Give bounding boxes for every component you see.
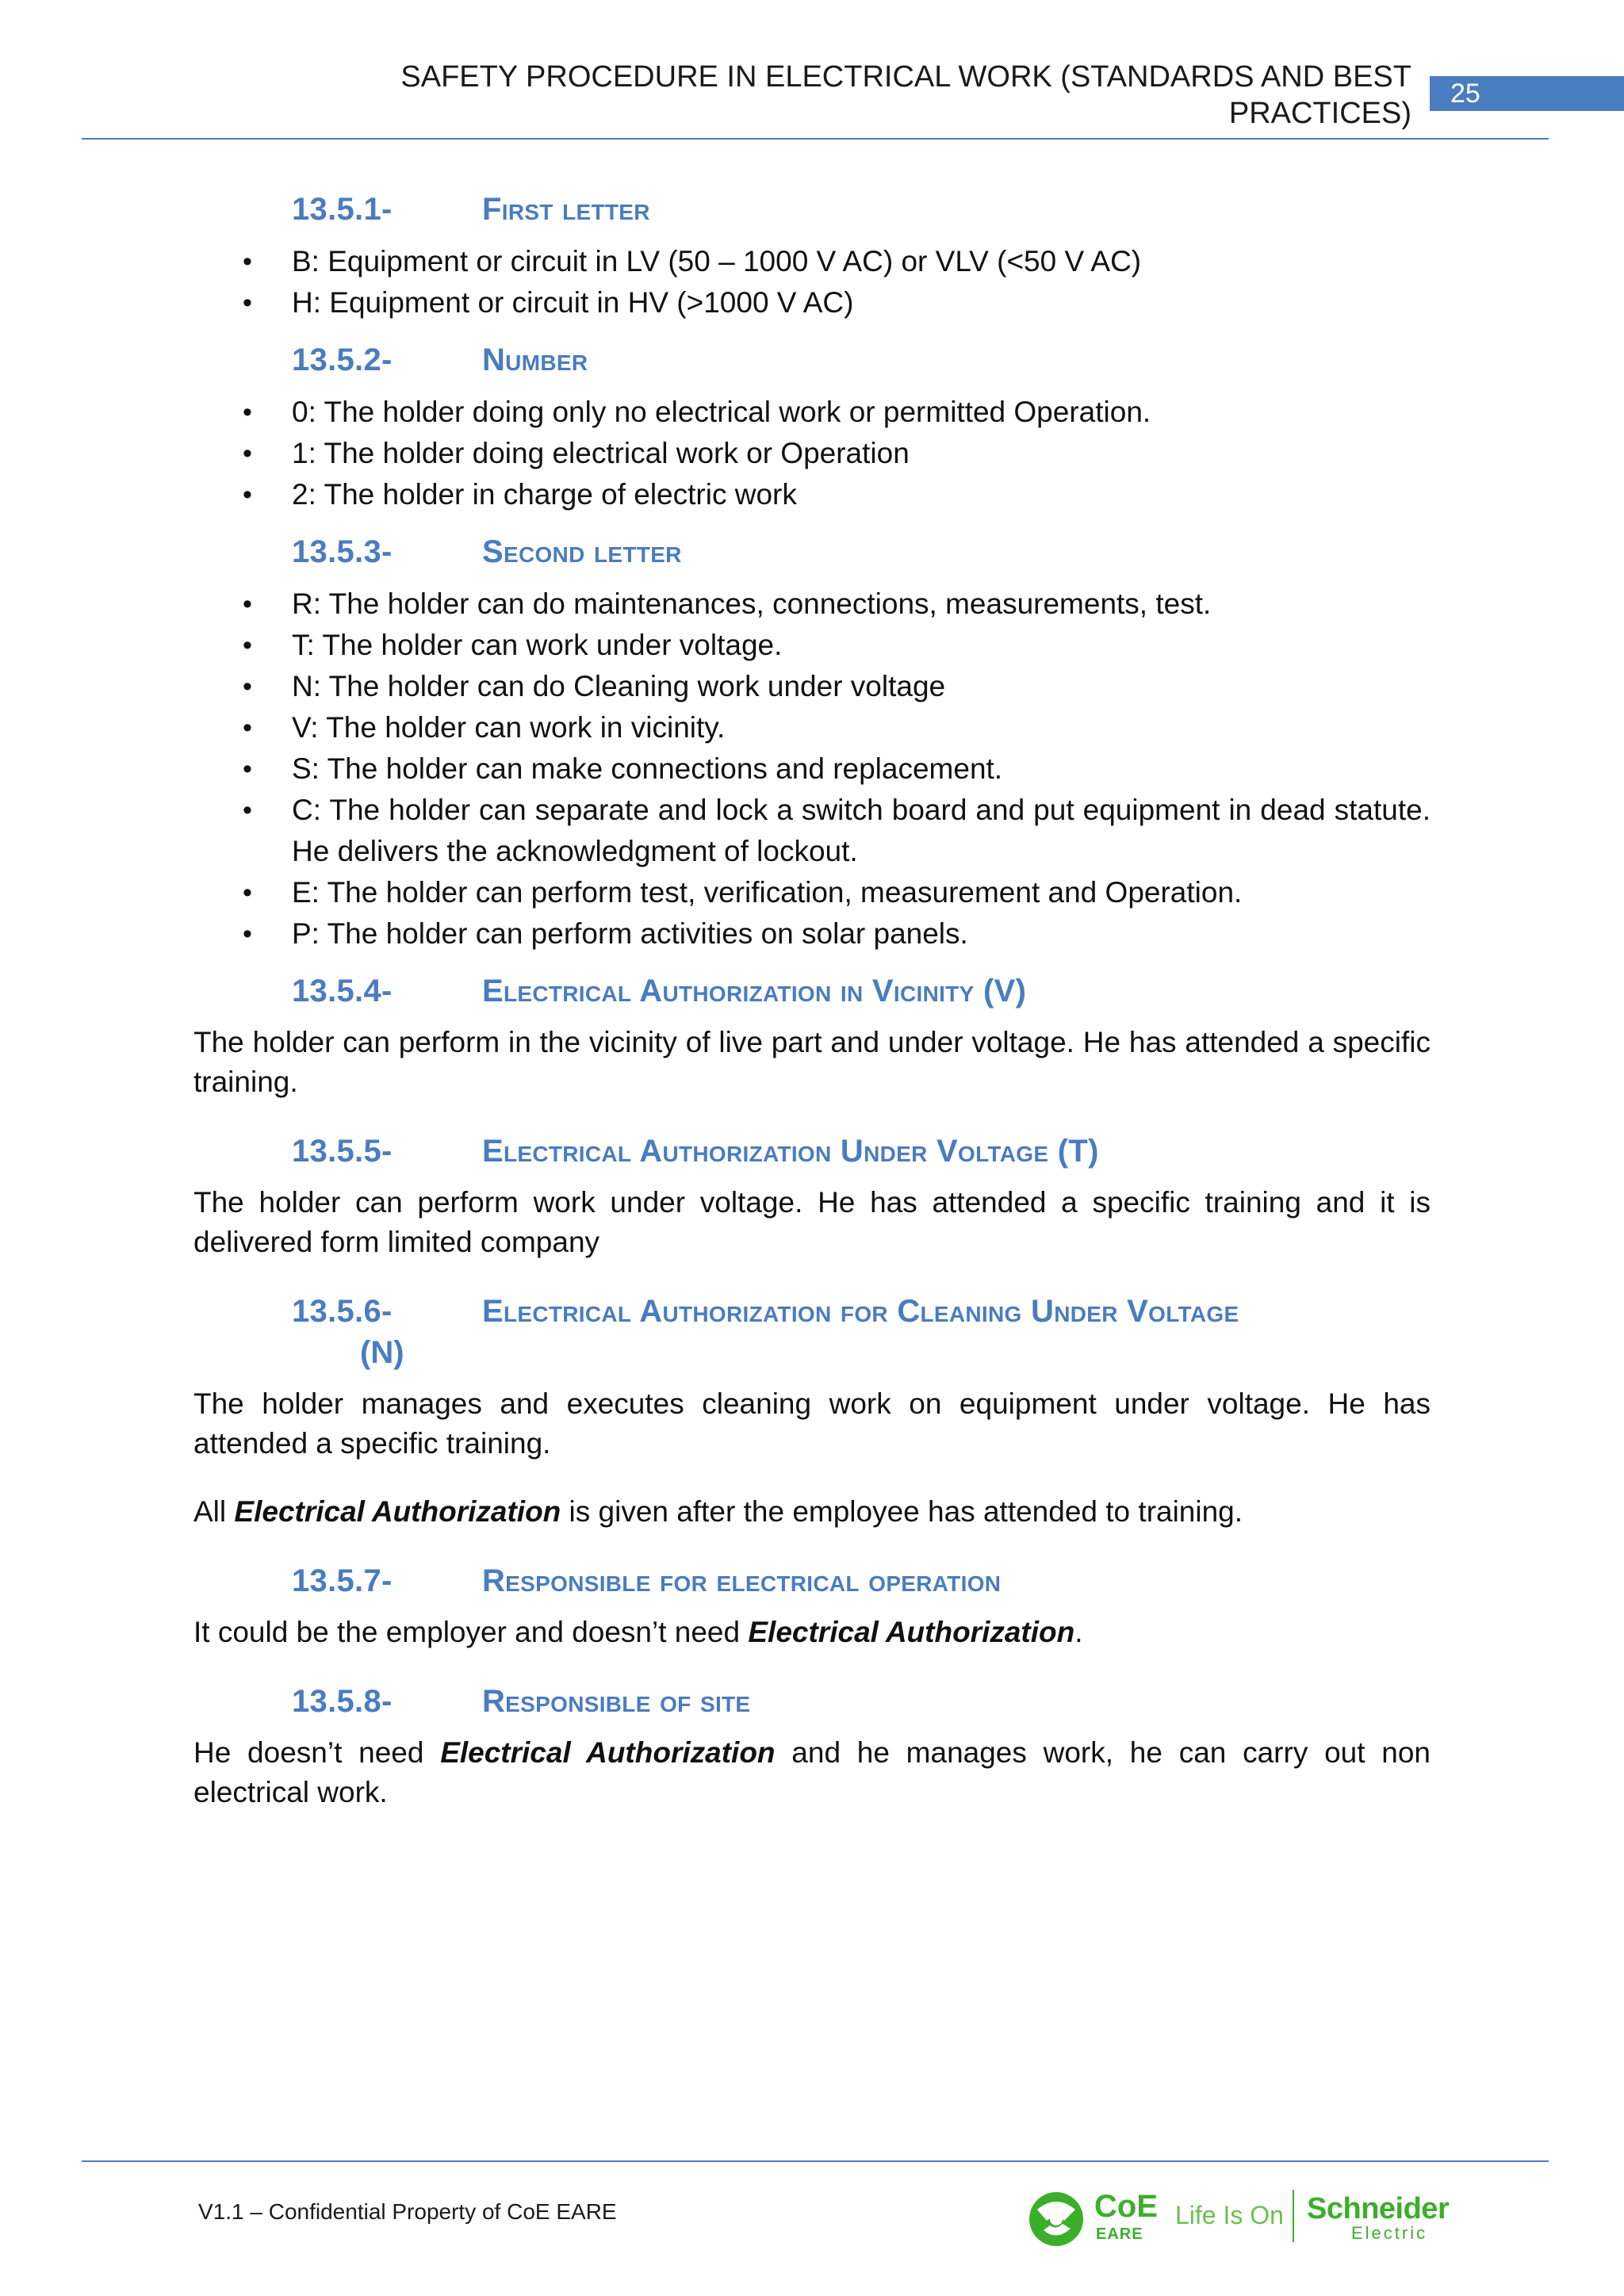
list-item: • R: The holder can do maintenances, connections, measurements, test. (193, 584, 1431, 625)
section-title: Responsible for electrical operation (482, 1563, 1002, 1598)
section-number: 13.5.1- (292, 192, 393, 227)
section-title: Number (482, 342, 588, 377)
section-number: 13.5.8- (292, 1684, 393, 1719)
list-item: • C: The holder can separate and lock a switch board and put equipment in dead statute. He delivers the acknowledgment of lockout. (193, 790, 1431, 872)
section-number: 13.5.2- (292, 342, 393, 377)
section-number: 13.5.3- (292, 534, 393, 569)
section-title: Second letter (482, 534, 682, 569)
section-title: Electrical Authorization for Cleaning Under Voltage (482, 1294, 1239, 1329)
section-heading-13-5-5 (193, 1131, 1431, 1172)
list-item: • 2: The holder in charge of electric work (193, 474, 1431, 515)
section-heading-13-5-7 (193, 1560, 1431, 1601)
list-item: • E: The holder can perform test, verification, measurement and Operation. (193, 872, 1431, 913)
bullet-list-number (193, 392, 1431, 515)
paragraph: The holder manages and executes cleaning work on equipment under voltage. He has attended a specific training. (193, 1387, 1431, 1460)
section-heading-13-5-4 (193, 970, 1431, 1012)
section-number: 13.5.7- (292, 1563, 393, 1598)
paragraph: The holder can perform work under voltage. He has attended a specific training and it is delivered form limited company (193, 1186, 1431, 1258)
bullet-list-first-letter (193, 241, 1431, 323)
footer-divider (82, 2160, 1549, 2162)
section-title: Electrical Authorization Under Voltage (T) (482, 1134, 1099, 1169)
list-item: • P: The holder can perform activities on solar panels. (193, 913, 1431, 955)
page-number-badge: 25 (1430, 76, 1624, 111)
section-heading-13-5-6 (193, 1291, 1431, 1332)
list-item: • H: Equipment or circuit in HV (>1000 V AC) (193, 282, 1431, 323)
coe-leaf-icon (1023, 2186, 1090, 2252)
list-item: • 1: The holder doing electrical work or Operation (193, 433, 1431, 474)
section-title: Responsible of site (482, 1684, 751, 1719)
schneider-electric-logo (1307, 2193, 1457, 2248)
footer-confidential: V1.1 – Confidential Property of CoE EARE (198, 2199, 617, 2224)
paragraph: He doesn’t need Electrical Authorization and he manages work, he can carry out non electrical work. (193, 1736, 1431, 1808)
paragraph-note: All Electrical Authorization is given after the employee has attended to training. (193, 1495, 1243, 1528)
section-title: First letter (482, 192, 650, 227)
coe-wordmark: CoE (1094, 2189, 1158, 2224)
header-divider (82, 138, 1549, 140)
section-heading-13-5-1 (193, 189, 1431, 230)
electric-wordmark: Electric (1351, 2223, 1428, 2243)
section-number: 13.5.6- (292, 1294, 393, 1329)
schneider-wordmark: Schneider (1307, 2192, 1450, 2225)
bullet-list-second-letter (193, 584, 1431, 955)
section-heading-13-5-8 (193, 1681, 1431, 1722)
running-header: SAFETY PROCEDURE IN ELECTRICAL WORK (STANDARDS AND BEST PRACTICES) (400, 60, 1411, 130)
coe-subtext: EARE (1096, 2225, 1143, 2243)
document-content (193, 189, 1431, 1841)
section-title-continuation: (N) (360, 1335, 404, 1370)
section-heading-13-5-3 (193, 531, 1431, 572)
section-number: 13.5.4- (292, 974, 393, 1008)
list-item: • N: The holder can do Cleaning work under voltage (193, 666, 1431, 707)
list-item: • B: Equipment or circuit in LV (50 – 1000 V AC) or VLV (<50 V AC) (193, 241, 1431, 282)
paragraph: The holder can perform in the vicinity of live part and under voltage. He has attended a specific training. (193, 1026, 1431, 1098)
section-number: 13.5.5- (292, 1134, 393, 1169)
paragraph: It could be the employer and doesn’t need Electrical Authorization. (193, 1616, 1083, 1648)
section-title: Electrical Authorization in Vicinity (V) (482, 974, 1027, 1008)
life-is-on-tagline: Life Is On (1175, 2201, 1284, 2229)
list-item: • 0: The holder doing only no electrical work or permitted Operation. (193, 392, 1431, 433)
coe-eare-logo (1023, 2184, 1182, 2256)
list-item: • T: The holder can work under voltage. (193, 625, 1431, 666)
list-item: • S: The holder can make connections and replacement. (193, 748, 1431, 790)
logo-divider (1293, 2190, 1294, 2242)
section-heading-13-5-2 (193, 339, 1431, 381)
list-item: • V: The holder can work in vicinity. (193, 707, 1431, 748)
